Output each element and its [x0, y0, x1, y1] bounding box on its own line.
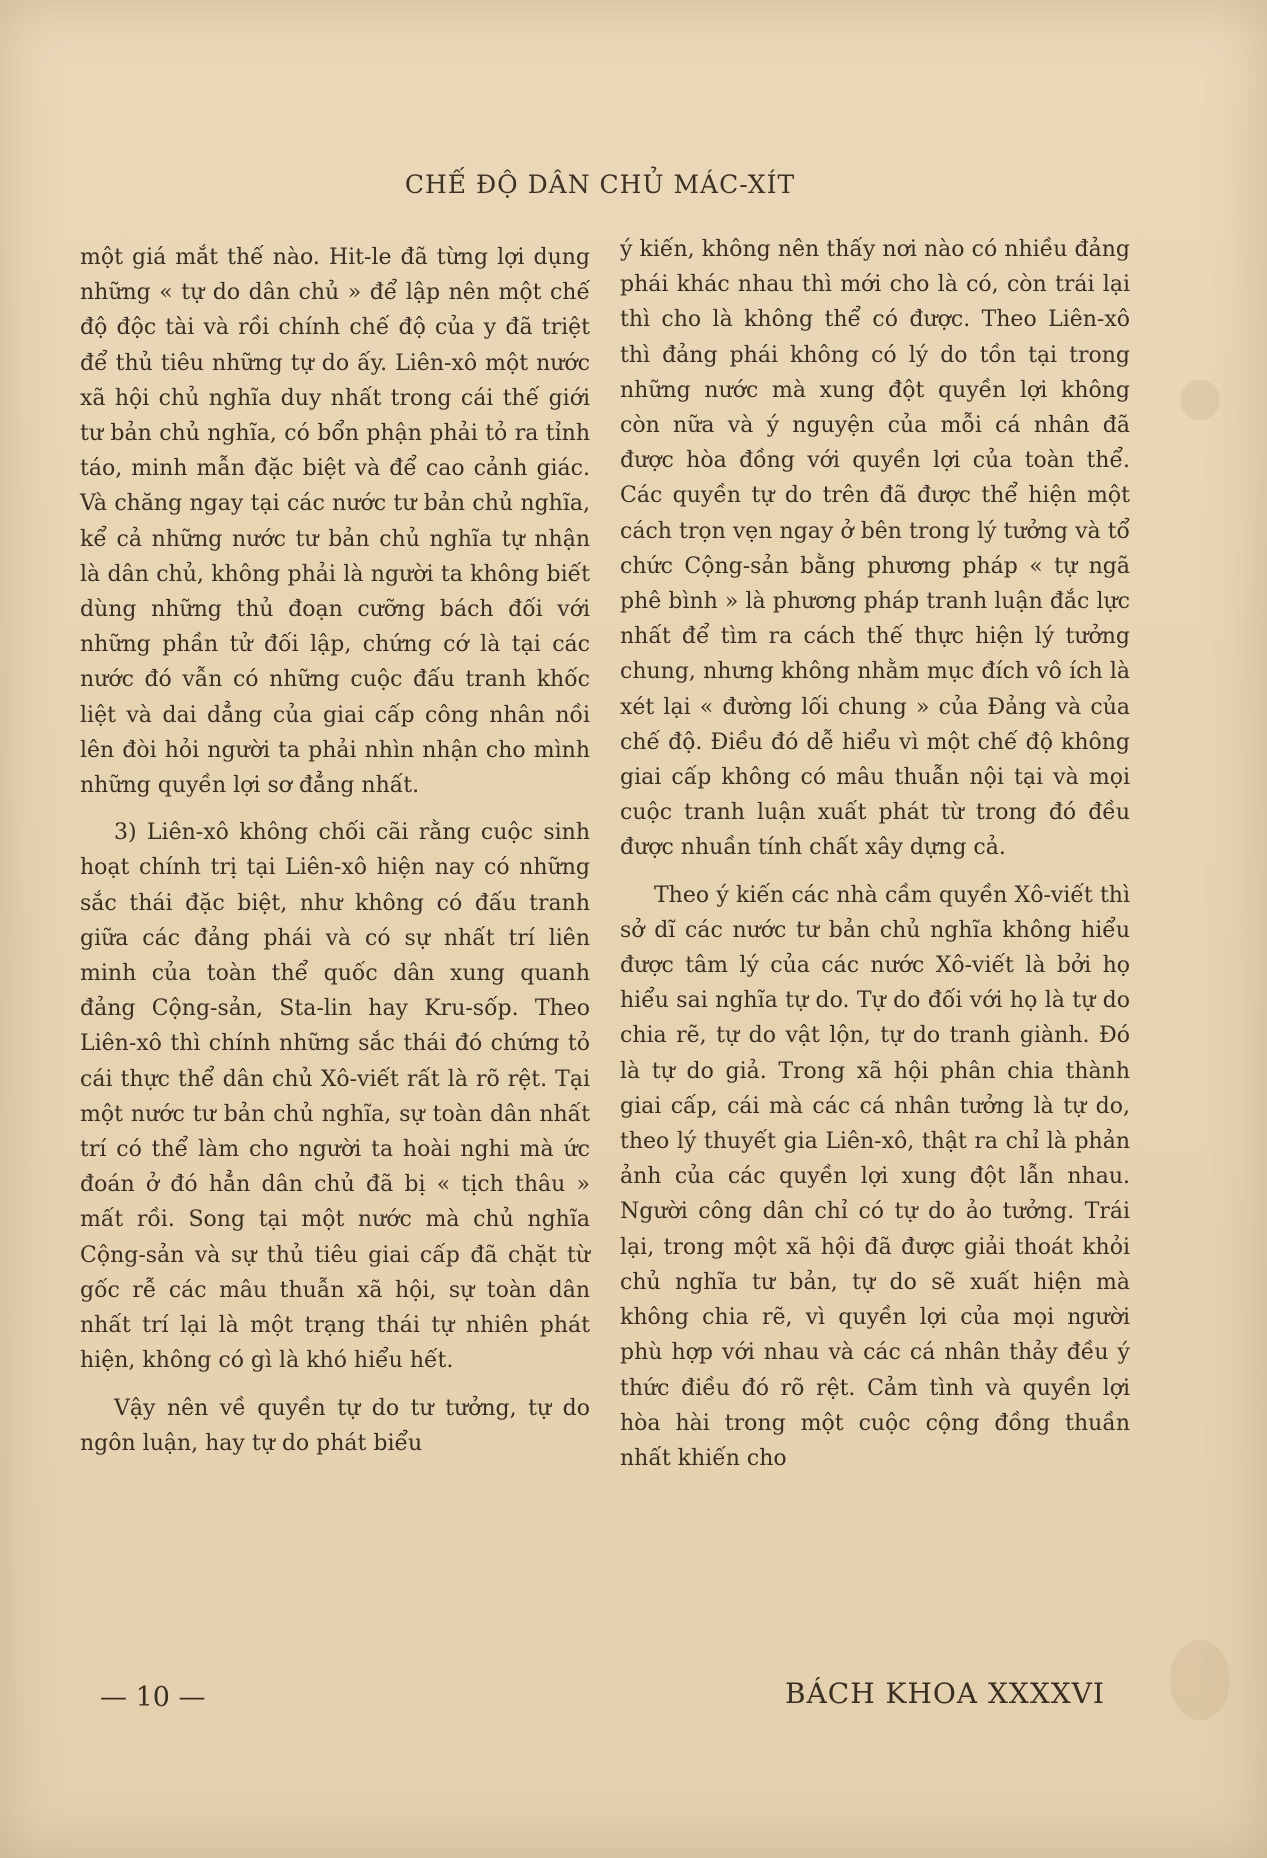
page-header-title: CHẾ ĐỘ DÂN CHỦ MÁC-XÍT: [404, 170, 796, 199]
page-number: — 10 —: [100, 1682, 206, 1713]
paragraph: một giá mắt thế nào. Hit-le đã từng lợi dụng những « tự do dân chủ » để lập nên một chế độ độc tài và rồi chính chế độ của y đã triệt để thủ tiêu những tự do ấy. Liên-xô một nước xã hội chủ nghĩa duy nhất trong cái thế giới tư bản chủ nghĩa, có bổn phận phải tỏ ra tỉnh táo, minh mẫn đặc biệt và để cao cảnh giác. Và chăng ngay tại các nước tư bản chủ nghĩa, kể cả những nước tư bản chủ nghĩa tự nhận là dân chủ, không phải là người ta không biết dùng những thủ đoạn cưỡng bách đối với những phần tử đối lập, chứng cớ là tại các nước đó vẫn có những cuộc đấu tranh khốc liệt và dai dẳng của giai cấp công nhân nồi lên đòi hỏi người ta phải nhìn nhận cho mình những quyền lợi sơ đẳng nhất.: [80, 245, 590, 799]
paper-stain: [1180, 380, 1220, 420]
paragraph: ý kiến, không nên thấy nơi nào có nhiều đảng phái khác nhau thì mới cho là có, còn trái lại thì cho là không thể có được. Theo Liên-xô thì đảng phái không có lý do tồn tại trong những nước mà xung đột quyền lợi không còn nữa và ý nguyện của mỗi cá nhân đã được hòa đồng với quyền lợi của toàn thể. Các quyền tự do trên đã được thể hiện một cách trọn vẹn ngay ở bên trong lý tưởng và tổ chức Cộng-sản bằng phương pháp « tự ngã phê bình » là phương pháp tranh luận đắc lực nhất để tìm ra cách thế thực hiện lý tưởng chung, nhưng không nhằm mục đích vô ích là xét lại « đường lối chung » của Đảng và của chế độ. Điều đó dễ hiểu vì một chế độ không giai cấp không có mâu thuẫn nội tại và mọi cuộc tranh luận xuất phát từ trong đó đều được nhuần tính chất xây dựng cả.: [620, 237, 1130, 861]
paragraph: 3) Liên-xô không chối cãi rằng cuộc sinh hoạt chính trị tại Liên-xô hiện nay có những sắc thái đặc biệt, như không có đấu tranh giữa các đảng phái và có sự nhất trí liên minh của toàn thể quốc dân xung quanh đảng Cộng-sản, Sta-lin hay Kru-sốp. Theo Liên-xô thì chính những sắc thái đó chứng tỏ cái thực thể dân chủ Xô-viết rất là rõ rệt. Tại một nước tư bản chủ nghĩa, sự toàn dân nhất trí có thể làm cho người ta hoài nghi mà ức đoán ở đó hẳn dân chủ đã bị « tịch thâu » mất rồi. Song tại một nước mà chủ nghĩa Cộng-sản và sự thủ tiêu giai cấp đã chặt từ gốc rễ các mâu thuẫn xã hội, sự toàn dân nhất trí lại là một trạng thái tự nhiên phát hiện, không có gì là khó hiểu hết.: [80, 820, 590, 1374]
paragraph: Vậy nên về quyền tự do tư tưởng, tự do ngôn luận, hay tự do phát biểu: [80, 1395, 590, 1456]
left-column: [80, 240, 590, 1473]
paper-stain: [1170, 1640, 1230, 1720]
right-column: [620, 232, 1130, 1488]
paragraph: Theo ý kiến các nhà cầm quyền Xô-viết thì sở dĩ các nước tư bản chủ nghĩa không hiểu được tâm lý của các nước Xô-viết là bởi họ hiểu sai nghĩa tự do. Tự do đối với họ là tự do chia rẽ, tự do vật lộn, tự do tranh giành. Đó là tự do giả. Trong xã hội phân chia thành giai cấp, cái mà các cá nhân tưởng là tự do, theo lý thuyết gia Liên-xô, thật ra chỉ là phản ảnh của các quyền lợi xung đột lẫn nhau. Người công dân chỉ có tự do ảo tưởng. Trái lại, trong một xã hội đã được giải thoát khỏi chủ nghĩa tư bản, tự do sẽ xuất hiện mà không chia rẽ, vì quyền lợi của mọi người phù hợp với nhau và các cá nhân thảy đều ý thức điều đó rõ rệt. Cảm tình và quyền lợi hòa hài trong một cuộc cộng đồng thuần nhất khiến cho: [620, 882, 1130, 1471]
publication-name: BÁCH KHOA XXXXVI: [785, 1677, 1105, 1710]
